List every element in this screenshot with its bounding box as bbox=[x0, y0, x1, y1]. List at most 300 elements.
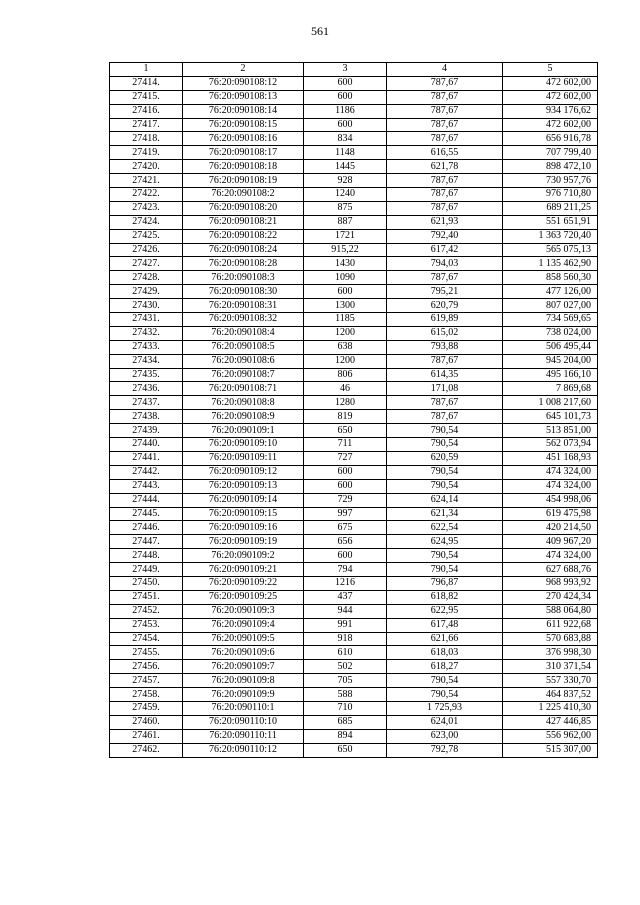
row-number-cell: 27444. bbox=[110, 493, 183, 507]
rate-cell: 787,67 bbox=[387, 410, 503, 424]
rate-cell: 618,27 bbox=[387, 660, 503, 674]
area-cell: 727 bbox=[304, 451, 387, 465]
area-cell: 705 bbox=[304, 674, 387, 688]
table-row bbox=[110, 174, 598, 188]
table-row bbox=[110, 160, 598, 174]
value-cell: 474 324,00 bbox=[503, 465, 598, 479]
cadastral-number-cell: 76:20:090109:1 bbox=[183, 424, 304, 438]
table-row bbox=[110, 354, 598, 368]
row-number-cell: 27430. bbox=[110, 299, 183, 313]
table-row bbox=[110, 674, 598, 688]
cadastral-number-cell: 76:20:090108:14 bbox=[183, 104, 304, 118]
area-cell: 1300 bbox=[304, 299, 387, 313]
value-cell: 515 307,00 bbox=[503, 743, 598, 757]
table-row bbox=[110, 271, 598, 285]
value-cell: 513 851,00 bbox=[503, 424, 598, 438]
rate-cell: 1 725,93 bbox=[387, 701, 503, 715]
table-row bbox=[110, 535, 598, 549]
cadastral-number-cell: 76:20:090108:2 bbox=[183, 188, 304, 202]
area-cell: 1240 bbox=[304, 188, 387, 202]
cadastral-number-cell: 76:20:090109:6 bbox=[183, 646, 304, 660]
row-number-cell: 27443. bbox=[110, 479, 183, 493]
rate-cell: 621,66 bbox=[387, 632, 503, 646]
cadastral-number-cell: 76:20:090108:7 bbox=[183, 368, 304, 382]
rate-cell: 621,93 bbox=[387, 215, 503, 229]
area-cell: 794 bbox=[304, 563, 387, 577]
row-number-cell: 27431. bbox=[110, 313, 183, 327]
area-cell: 1148 bbox=[304, 146, 387, 160]
cadastral-number-cell: 76:20:090108:30 bbox=[183, 285, 304, 299]
cadastral-number-cell: 76:20:090108:28 bbox=[183, 257, 304, 271]
area-cell: 650 bbox=[304, 424, 387, 438]
area-cell: 997 bbox=[304, 507, 387, 521]
row-number-cell: 27435. bbox=[110, 368, 183, 382]
area-cell: 675 bbox=[304, 521, 387, 535]
rate-cell: 618,03 bbox=[387, 646, 503, 660]
rate-cell: 620,79 bbox=[387, 299, 503, 313]
value-cell: 474 324,00 bbox=[503, 479, 598, 493]
column-header: 3 bbox=[304, 63, 387, 77]
value-cell: 934 176,62 bbox=[503, 104, 598, 118]
table-header-row bbox=[110, 63, 598, 77]
value-cell: 1 135 462,90 bbox=[503, 257, 598, 271]
column-header: 4 bbox=[387, 63, 503, 77]
rate-cell: 795,21 bbox=[387, 285, 503, 299]
row-number-cell: 27427. bbox=[110, 257, 183, 271]
table-row bbox=[110, 424, 598, 438]
value-cell: 807 027,00 bbox=[503, 299, 598, 313]
value-cell: 1 363 720,40 bbox=[503, 229, 598, 243]
area-cell: 710 bbox=[304, 701, 387, 715]
rate-cell: 790,54 bbox=[387, 438, 503, 452]
value-cell: 619 475,98 bbox=[503, 507, 598, 521]
area-cell: 610 bbox=[304, 646, 387, 660]
table-row bbox=[110, 479, 598, 493]
table-row bbox=[110, 382, 598, 396]
table-row bbox=[110, 146, 598, 160]
row-number-cell: 27458. bbox=[110, 688, 183, 702]
rate-cell: 790,54 bbox=[387, 688, 503, 702]
rate-cell: 787,67 bbox=[387, 118, 503, 132]
table-row bbox=[110, 396, 598, 410]
area-cell: 600 bbox=[304, 76, 387, 90]
value-cell: 707 799,40 bbox=[503, 146, 598, 160]
row-number-cell: 27432. bbox=[110, 326, 183, 340]
row-number-cell: 27417. bbox=[110, 118, 183, 132]
area-cell: 1430 bbox=[304, 257, 387, 271]
table-row bbox=[110, 410, 598, 424]
cadastral-number-cell: 76:20:090108:8 bbox=[183, 396, 304, 410]
rate-cell: 792,78 bbox=[387, 743, 503, 757]
area-cell: 1200 bbox=[304, 354, 387, 368]
row-number-cell: 27447. bbox=[110, 535, 183, 549]
rate-cell: 614,35 bbox=[387, 368, 503, 382]
cadastral-number-cell: 76:20:090109:14 bbox=[183, 493, 304, 507]
row-number-cell: 27428. bbox=[110, 271, 183, 285]
rate-cell: 787,67 bbox=[387, 104, 503, 118]
row-number-cell: 27433. bbox=[110, 340, 183, 354]
cadastral-number-cell: 76:20:090108:18 bbox=[183, 160, 304, 174]
table-row bbox=[110, 340, 598, 354]
table-row bbox=[110, 118, 598, 132]
rate-cell: 794,03 bbox=[387, 257, 503, 271]
value-cell: 734 569,65 bbox=[503, 313, 598, 327]
table-row bbox=[110, 201, 598, 215]
rate-cell: 622,54 bbox=[387, 521, 503, 535]
rate-cell: 617,42 bbox=[387, 243, 503, 257]
rate-cell: 787,67 bbox=[387, 76, 503, 90]
cadastral-number-cell: 76:20:090108:22 bbox=[183, 229, 304, 243]
rate-cell: 618,82 bbox=[387, 590, 503, 604]
row-number-cell: 27424. bbox=[110, 215, 183, 229]
value-cell: 565 075,13 bbox=[503, 243, 598, 257]
value-cell: 627 688,76 bbox=[503, 563, 598, 577]
row-number-cell: 27450. bbox=[110, 576, 183, 590]
row-number-cell: 27440. bbox=[110, 438, 183, 452]
table-row bbox=[110, 701, 598, 715]
value-cell: 556 962,00 bbox=[503, 729, 598, 743]
area-cell: 685 bbox=[304, 715, 387, 729]
row-number-cell: 27449. bbox=[110, 563, 183, 577]
value-cell: 7 869,68 bbox=[503, 382, 598, 396]
table-row bbox=[110, 465, 598, 479]
value-cell: 472 602,00 bbox=[503, 118, 598, 132]
area-cell: 600 bbox=[304, 285, 387, 299]
table-row bbox=[110, 229, 598, 243]
cadastral-number-cell: 76:20:090110:12 bbox=[183, 743, 304, 757]
cadastral-number-cell: 76:20:090108:4 bbox=[183, 326, 304, 340]
table-row bbox=[110, 688, 598, 702]
cadastral-number-cell: 76:20:090108:6 bbox=[183, 354, 304, 368]
table-row bbox=[110, 451, 598, 465]
column-header: 1 bbox=[110, 63, 183, 77]
area-cell: 729 bbox=[304, 493, 387, 507]
area-cell: 650 bbox=[304, 743, 387, 757]
area-cell: 1090 bbox=[304, 271, 387, 285]
rate-cell: 787,67 bbox=[387, 354, 503, 368]
row-number-cell: 27420. bbox=[110, 160, 183, 174]
cadastral-number-cell: 76:20:090110:10 bbox=[183, 715, 304, 729]
value-cell: 464 837,52 bbox=[503, 688, 598, 702]
column-header: 5 bbox=[503, 63, 598, 77]
value-cell: 472 602,00 bbox=[503, 76, 598, 90]
area-cell: 894 bbox=[304, 729, 387, 743]
cadastral-number-cell: 76:20:090108:19 bbox=[183, 174, 304, 188]
table-row bbox=[110, 313, 598, 327]
table-row bbox=[110, 549, 598, 563]
row-number-cell: 27434. bbox=[110, 354, 183, 368]
table-row bbox=[110, 104, 598, 118]
table-body bbox=[110, 76, 598, 757]
rate-cell: 621,34 bbox=[387, 507, 503, 521]
table-row bbox=[110, 368, 598, 382]
area-cell: 46 bbox=[304, 382, 387, 396]
row-number-cell: 27426. bbox=[110, 243, 183, 257]
rate-cell: 793,88 bbox=[387, 340, 503, 354]
cadastral-number-cell: 76:20:090109:25 bbox=[183, 590, 304, 604]
area-cell: 944 bbox=[304, 604, 387, 618]
value-cell: 570 683,88 bbox=[503, 632, 598, 646]
row-number-cell: 27416. bbox=[110, 104, 183, 118]
row-number-cell: 27446. bbox=[110, 521, 183, 535]
area-cell: 806 bbox=[304, 368, 387, 382]
rate-cell: 621,78 bbox=[387, 160, 503, 174]
row-number-cell: 27423. bbox=[110, 201, 183, 215]
value-cell: 730 957,76 bbox=[503, 174, 598, 188]
row-number-cell: 27419. bbox=[110, 146, 183, 160]
rate-cell: 787,67 bbox=[387, 174, 503, 188]
table-row bbox=[110, 507, 598, 521]
rate-cell: 790,54 bbox=[387, 424, 503, 438]
cadastral-number-cell: 76:20:090109:9 bbox=[183, 688, 304, 702]
value-cell: 495 166,10 bbox=[503, 368, 598, 382]
row-number-cell: 27421. bbox=[110, 174, 183, 188]
row-number-cell: 27438. bbox=[110, 410, 183, 424]
table-row bbox=[110, 729, 598, 743]
rate-cell: 790,54 bbox=[387, 549, 503, 563]
area-cell: 1280 bbox=[304, 396, 387, 410]
table-row bbox=[110, 299, 598, 313]
row-number-cell: 27461. bbox=[110, 729, 183, 743]
rate-cell: 787,67 bbox=[387, 271, 503, 285]
area-cell: 1216 bbox=[304, 576, 387, 590]
value-cell: 474 324,00 bbox=[503, 549, 598, 563]
table-row bbox=[110, 438, 598, 452]
cadastral-number-cell: 76:20:090109:7 bbox=[183, 660, 304, 674]
rate-cell: 792,40 bbox=[387, 229, 503, 243]
value-cell: 945 204,00 bbox=[503, 354, 598, 368]
table-row bbox=[110, 132, 598, 146]
cadastral-number-cell: 76:20:090109:3 bbox=[183, 604, 304, 618]
row-number-cell: 27452. bbox=[110, 604, 183, 618]
rate-cell: 171,08 bbox=[387, 382, 503, 396]
data-table bbox=[109, 62, 598, 758]
row-number-cell: 27429. bbox=[110, 285, 183, 299]
cadastral-number-cell: 76:20:090108:71 bbox=[183, 382, 304, 396]
area-cell: 656 bbox=[304, 535, 387, 549]
area-cell: 834 bbox=[304, 132, 387, 146]
cadastral-number-cell: 76:20:090108:31 bbox=[183, 299, 304, 313]
table-row bbox=[110, 646, 598, 660]
rate-cell: 622,95 bbox=[387, 604, 503, 618]
table-row bbox=[110, 715, 598, 729]
table-row bbox=[110, 632, 598, 646]
value-cell: 1 225 410,30 bbox=[503, 701, 598, 715]
cadastral-number-cell: 76:20:090110:1 bbox=[183, 701, 304, 715]
value-cell: 1 008 217,60 bbox=[503, 396, 598, 410]
cadastral-number-cell: 76:20:090108:13 bbox=[183, 90, 304, 104]
value-cell: 454 998,06 bbox=[503, 493, 598, 507]
rate-cell: 787,67 bbox=[387, 201, 503, 215]
area-cell: 875 bbox=[304, 201, 387, 215]
value-cell: 898 472,10 bbox=[503, 160, 598, 174]
table-row bbox=[110, 257, 598, 271]
rate-cell: 787,67 bbox=[387, 188, 503, 202]
row-number-cell: 27425. bbox=[110, 229, 183, 243]
table-row bbox=[110, 243, 598, 257]
cadastral-number-cell: 76:20:090109:4 bbox=[183, 618, 304, 632]
rate-cell: 624,95 bbox=[387, 535, 503, 549]
cadastral-number-cell: 76:20:090108:32 bbox=[183, 313, 304, 327]
cadastral-number-cell: 76:20:090108:16 bbox=[183, 132, 304, 146]
row-number-cell: 27415. bbox=[110, 90, 183, 104]
cadastral-number-cell: 76:20:090108:5 bbox=[183, 340, 304, 354]
cadastral-number-cell: 76:20:090108:20 bbox=[183, 201, 304, 215]
area-cell: 437 bbox=[304, 590, 387, 604]
rate-cell: 790,54 bbox=[387, 563, 503, 577]
area-cell: 600 bbox=[304, 465, 387, 479]
rate-cell: 624,14 bbox=[387, 493, 503, 507]
row-number-cell: 27455. bbox=[110, 646, 183, 660]
value-cell: 270 424,34 bbox=[503, 590, 598, 604]
column-header: 2 bbox=[183, 63, 304, 77]
value-cell: 656 916,78 bbox=[503, 132, 598, 146]
area-cell: 991 bbox=[304, 618, 387, 632]
area-cell: 638 bbox=[304, 340, 387, 354]
value-cell: 588 064,80 bbox=[503, 604, 598, 618]
area-cell: 819 bbox=[304, 410, 387, 424]
row-number-cell: 27457. bbox=[110, 674, 183, 688]
value-cell: 376 998,30 bbox=[503, 646, 598, 660]
row-number-cell: 27418. bbox=[110, 132, 183, 146]
rate-cell: 790,54 bbox=[387, 674, 503, 688]
rate-cell: 619,89 bbox=[387, 313, 503, 327]
table-row bbox=[110, 493, 598, 507]
cadastral-number-cell: 76:20:090108:12 bbox=[183, 76, 304, 90]
cadastral-number-cell: 76:20:090109:21 bbox=[183, 563, 304, 577]
rate-cell: 787,67 bbox=[387, 396, 503, 410]
table-row bbox=[110, 521, 598, 535]
table-row bbox=[110, 576, 598, 590]
table-row bbox=[110, 743, 598, 757]
area-cell: 600 bbox=[304, 90, 387, 104]
cadastral-number-cell: 76:20:090108:21 bbox=[183, 215, 304, 229]
cadastral-number-cell: 76:20:090108:17 bbox=[183, 146, 304, 160]
table-row bbox=[110, 285, 598, 299]
table-row bbox=[110, 188, 598, 202]
table-row bbox=[110, 563, 598, 577]
row-number-cell: 27422. bbox=[110, 188, 183, 202]
table-row bbox=[110, 604, 598, 618]
rate-cell: 624,01 bbox=[387, 715, 503, 729]
value-cell: 477 126,00 bbox=[503, 285, 598, 299]
cadastral-number-cell: 76:20:090108:3 bbox=[183, 271, 304, 285]
page-number: 561 bbox=[311, 24, 329, 38]
row-number-cell: 27442. bbox=[110, 465, 183, 479]
row-number-cell: 27437. bbox=[110, 396, 183, 410]
area-cell: 600 bbox=[304, 118, 387, 132]
table-row bbox=[110, 215, 598, 229]
value-cell: 738 024,00 bbox=[503, 326, 598, 340]
area-cell: 1445 bbox=[304, 160, 387, 174]
cadastral-number-cell: 76:20:090108:24 bbox=[183, 243, 304, 257]
area-cell: 588 bbox=[304, 688, 387, 702]
value-cell: 562 073,94 bbox=[503, 438, 598, 452]
value-cell: 976 710,80 bbox=[503, 188, 598, 202]
cadastral-number-cell: 76:20:090109:13 bbox=[183, 479, 304, 493]
row-number-cell: 27436. bbox=[110, 382, 183, 396]
row-number-cell: 27445. bbox=[110, 507, 183, 521]
rate-cell: 787,67 bbox=[387, 132, 503, 146]
area-cell: 502 bbox=[304, 660, 387, 674]
value-cell: 858 560,30 bbox=[503, 271, 598, 285]
rate-cell: 623,00 bbox=[387, 729, 503, 743]
area-cell: 1721 bbox=[304, 229, 387, 243]
value-cell: 557 330,70 bbox=[503, 674, 598, 688]
cadastral-number-cell: 76:20:090109:2 bbox=[183, 549, 304, 563]
row-number-cell: 27453. bbox=[110, 618, 183, 632]
value-cell: 689 211,25 bbox=[503, 201, 598, 215]
rate-cell: 787,67 bbox=[387, 90, 503, 104]
row-number-cell: 27414. bbox=[110, 76, 183, 90]
rate-cell: 620,59 bbox=[387, 451, 503, 465]
row-number-cell: 27448. bbox=[110, 549, 183, 563]
area-cell: 1185 bbox=[304, 313, 387, 327]
cadastral-number-cell: 76:20:090109:12 bbox=[183, 465, 304, 479]
area-cell: 915,22 bbox=[304, 243, 387, 257]
row-number-cell: 27454. bbox=[110, 632, 183, 646]
cadastral-number-cell: 76:20:090109:8 bbox=[183, 674, 304, 688]
cadastral-number-cell: 76:20:090109:15 bbox=[183, 507, 304, 521]
value-cell: 310 371,54 bbox=[503, 660, 598, 674]
area-cell: 1186 bbox=[304, 104, 387, 118]
row-number-cell: 27460. bbox=[110, 715, 183, 729]
rate-cell: 617,48 bbox=[387, 618, 503, 632]
value-cell: 472 602,00 bbox=[503, 90, 598, 104]
cadastral-number-cell: 76:20:090110:11 bbox=[183, 729, 304, 743]
rate-cell: 790,54 bbox=[387, 465, 503, 479]
cadastral-number-cell: 76:20:090109:11 bbox=[183, 451, 304, 465]
row-number-cell: 27441. bbox=[110, 451, 183, 465]
area-cell: 1200 bbox=[304, 326, 387, 340]
row-number-cell: 27459. bbox=[110, 701, 183, 715]
cadastral-number-cell: 76:20:090109:16 bbox=[183, 521, 304, 535]
area-cell: 918 bbox=[304, 632, 387, 646]
area-cell: 928 bbox=[304, 174, 387, 188]
cadastral-number-cell: 76:20:090109:5 bbox=[183, 632, 304, 646]
cadastral-number-cell: 76:20:090108:9 bbox=[183, 410, 304, 424]
rate-cell: 616,55 bbox=[387, 146, 503, 160]
table-row bbox=[110, 618, 598, 632]
rate-cell: 615,02 bbox=[387, 326, 503, 340]
row-number-cell: 27456. bbox=[110, 660, 183, 674]
value-cell: 506 495,44 bbox=[503, 340, 598, 354]
value-cell: 451 168,93 bbox=[503, 451, 598, 465]
value-cell: 611 922,68 bbox=[503, 618, 598, 632]
table-row bbox=[110, 590, 598, 604]
area-cell: 600 bbox=[304, 479, 387, 493]
table-row bbox=[110, 90, 598, 104]
row-number-cell: 27462. bbox=[110, 743, 183, 757]
value-cell: 645 101,73 bbox=[503, 410, 598, 424]
table-row bbox=[110, 660, 598, 674]
table-row bbox=[110, 76, 598, 90]
cadastral-number-cell: 76:20:090109:10 bbox=[183, 438, 304, 452]
cadastral-number-cell: 76:20:090109:19 bbox=[183, 535, 304, 549]
value-cell: 427 446,85 bbox=[503, 715, 598, 729]
cadastral-number-cell: 76:20:090108:15 bbox=[183, 118, 304, 132]
value-cell: 420 214,50 bbox=[503, 521, 598, 535]
rate-cell: 790,54 bbox=[387, 479, 503, 493]
row-number-cell: 27439. bbox=[110, 424, 183, 438]
area-cell: 600 bbox=[304, 549, 387, 563]
value-cell: 409 967,20 bbox=[503, 535, 598, 549]
area-cell: 887 bbox=[304, 215, 387, 229]
area-cell: 711 bbox=[304, 438, 387, 452]
row-number-cell: 27451. bbox=[110, 590, 183, 604]
value-cell: 968 993,92 bbox=[503, 576, 598, 590]
cadastral-number-cell: 76:20:090109:22 bbox=[183, 576, 304, 590]
